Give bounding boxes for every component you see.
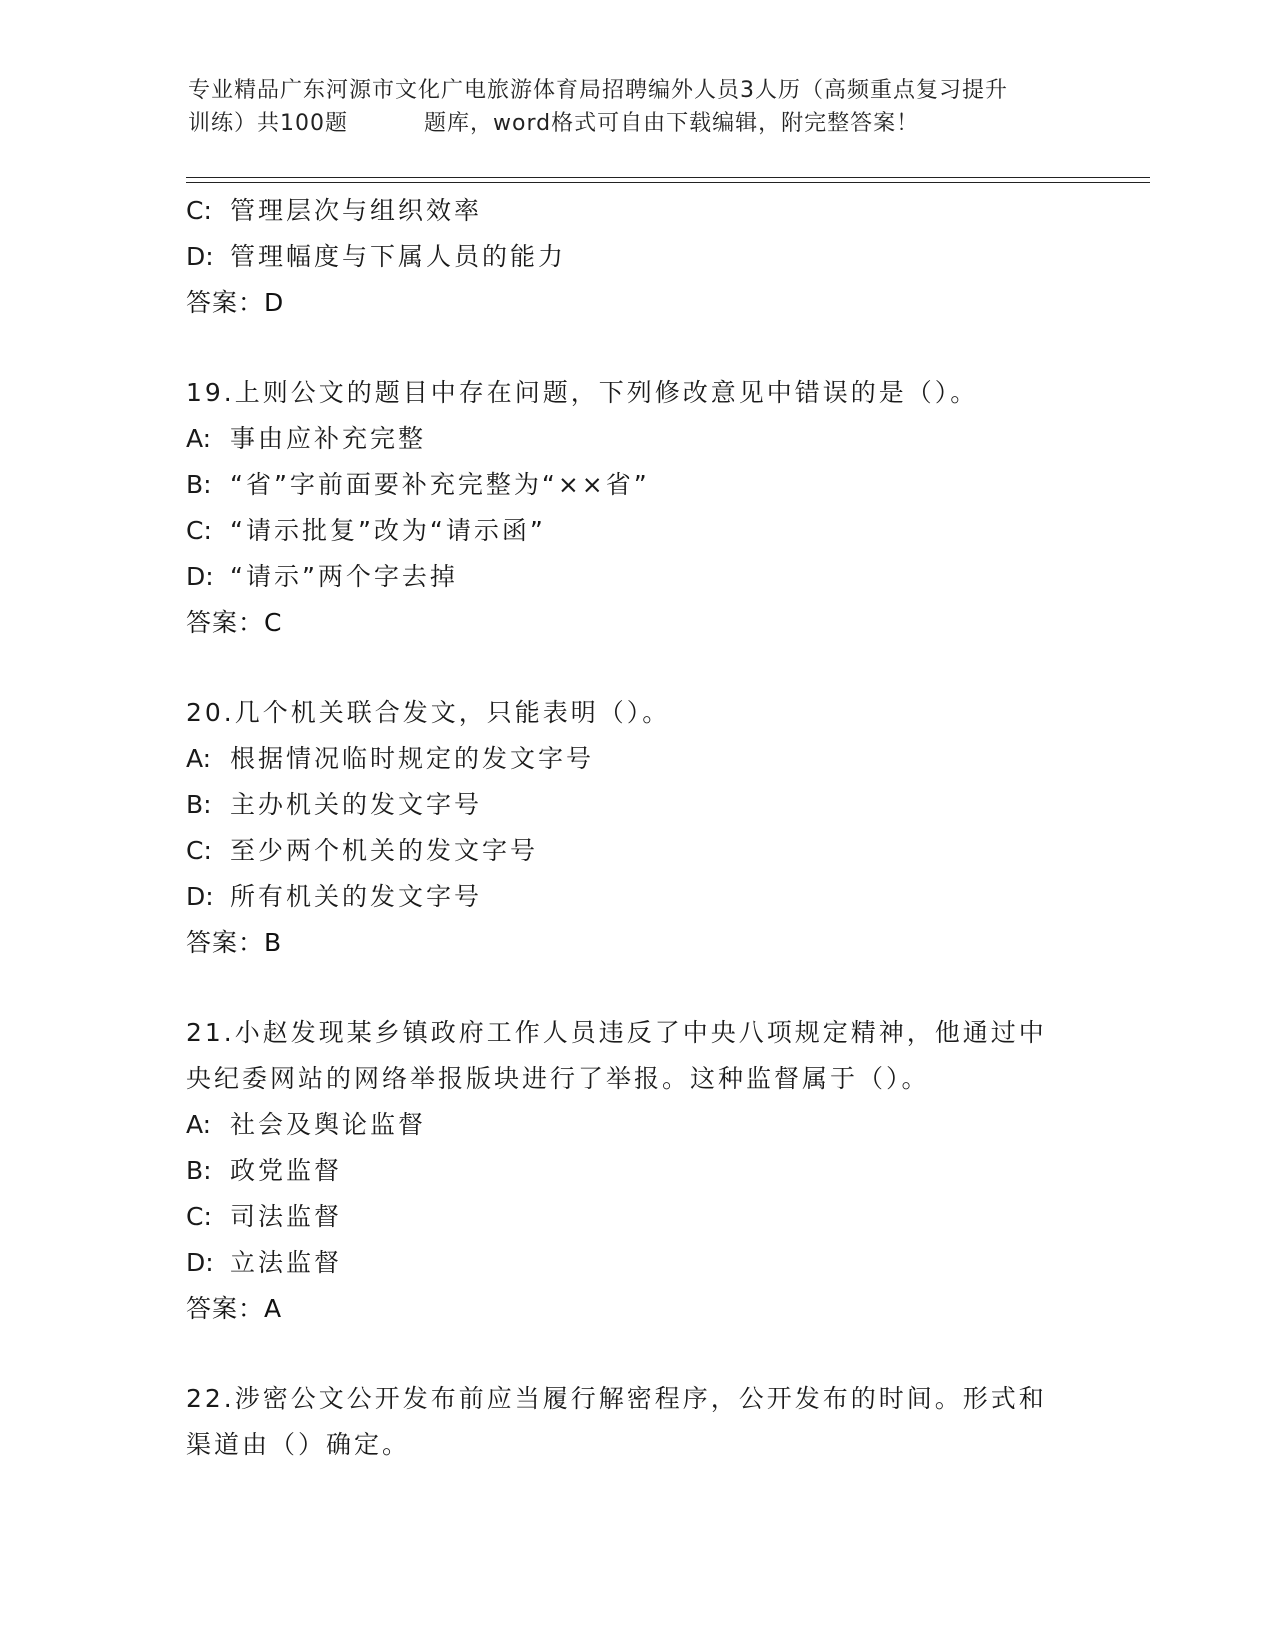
option-a (186, 1102, 1086, 1148)
option-letter: C: (186, 836, 212, 865)
option-text: 主办机关的发文字号 (230, 790, 483, 819)
option-a (186, 416, 1086, 462)
question-stem-line2: 央纪委网站的网络举报版块进行了举报。这种监督属于（）。 (186, 1064, 930, 1093)
question-stem-line2: 渠道由（）确定。 (186, 1430, 411, 1459)
question-stem: 19.上则公文的题目中存在问题，下列修改意见中错误的是（）。 (186, 378, 979, 407)
option-letter: A: (186, 744, 212, 773)
option-letter: C: (186, 516, 212, 545)
option-letter: C: (186, 196, 212, 225)
option-letter: A: (186, 424, 212, 453)
answer-line: 答案：C (186, 608, 283, 637)
question-19 (186, 370, 1086, 646)
option-letter: B: (186, 470, 212, 499)
option-text: 政党监督 (230, 1156, 343, 1185)
option-text: “请示”两个字去掉 (230, 562, 458, 591)
option-text: 社会及舆论监督 (230, 1110, 427, 1139)
option-text: 根据情况临时规定的发文字号 (230, 744, 595, 773)
option-c (186, 828, 1086, 874)
option-letter: D: (186, 882, 214, 911)
option-text: 所有机关的发文字号 (230, 882, 483, 911)
question-stem: 20.几个机关联合发文，只能表明（）。 (186, 698, 671, 727)
option-letter: B: (186, 790, 212, 819)
option-text: “省”字前面要补充完整为“××省” (230, 470, 650, 499)
header-title-line1: 专业精品广东河源市文化广电旅游体育局招聘编外人员3人历（高频重点复习提升 (188, 78, 1008, 103)
option-d (186, 1240, 1086, 1286)
option-letter: D: (186, 242, 214, 271)
header-title-line2 (188, 107, 1088, 140)
header-divider-bottom (186, 182, 1150, 183)
answer-line: 答案：A (186, 1294, 283, 1323)
option-text: 事由应补充完整 (230, 424, 427, 453)
option-text: 司法监督 (230, 1202, 343, 1231)
option-c (186, 188, 1086, 234)
question-stem-line1: 22.涉密公文公开发布前应当履行解密程序，公开发布的时间。形式和 (186, 1384, 1047, 1413)
option-c (186, 1194, 1086, 1240)
option-letter: C: (186, 1202, 212, 1231)
option-letter: D: (186, 562, 214, 591)
option-letter: D: (186, 1248, 214, 1277)
header-title-line2-part1: 训练）共100题 (188, 111, 348, 136)
header-divider-top (186, 177, 1150, 178)
option-b (186, 782, 1086, 828)
page-header (188, 74, 1088, 140)
option-b (186, 1148, 1086, 1194)
question-20 (186, 690, 1086, 966)
option-c (186, 508, 1086, 554)
option-text: 管理层次与组织效率 (230, 196, 483, 225)
option-d (186, 874, 1086, 920)
option-letter: A: (186, 1110, 212, 1139)
option-text: 立法监督 (230, 1248, 343, 1277)
question-22 (186, 1376, 1086, 1468)
option-text: 管理幅度与下属人员的能力 (230, 242, 567, 271)
answer-line: 答案：B (186, 928, 283, 957)
answer-line: 答案：D (186, 288, 285, 317)
option-a (186, 736, 1086, 782)
question-stem-line1: 21.小赵发现某乡镇政府工作人员违反了中央八项规定精神，他通过中 (186, 1018, 1047, 1047)
question-list (186, 188, 1086, 1468)
option-letter: B: (186, 1156, 212, 1185)
option-b (186, 462, 1086, 508)
option-d (186, 234, 1086, 280)
prev-question-tail (186, 188, 1086, 326)
header-title-line2-part2: 题库，word格式可自由下载编辑，附完整答案！ (424, 111, 920, 136)
question-21 (186, 1010, 1086, 1332)
option-d (186, 554, 1086, 600)
option-text: 至少两个机关的发文字号 (230, 836, 539, 865)
option-text: “请示批复”改为“请示函” (230, 516, 546, 545)
